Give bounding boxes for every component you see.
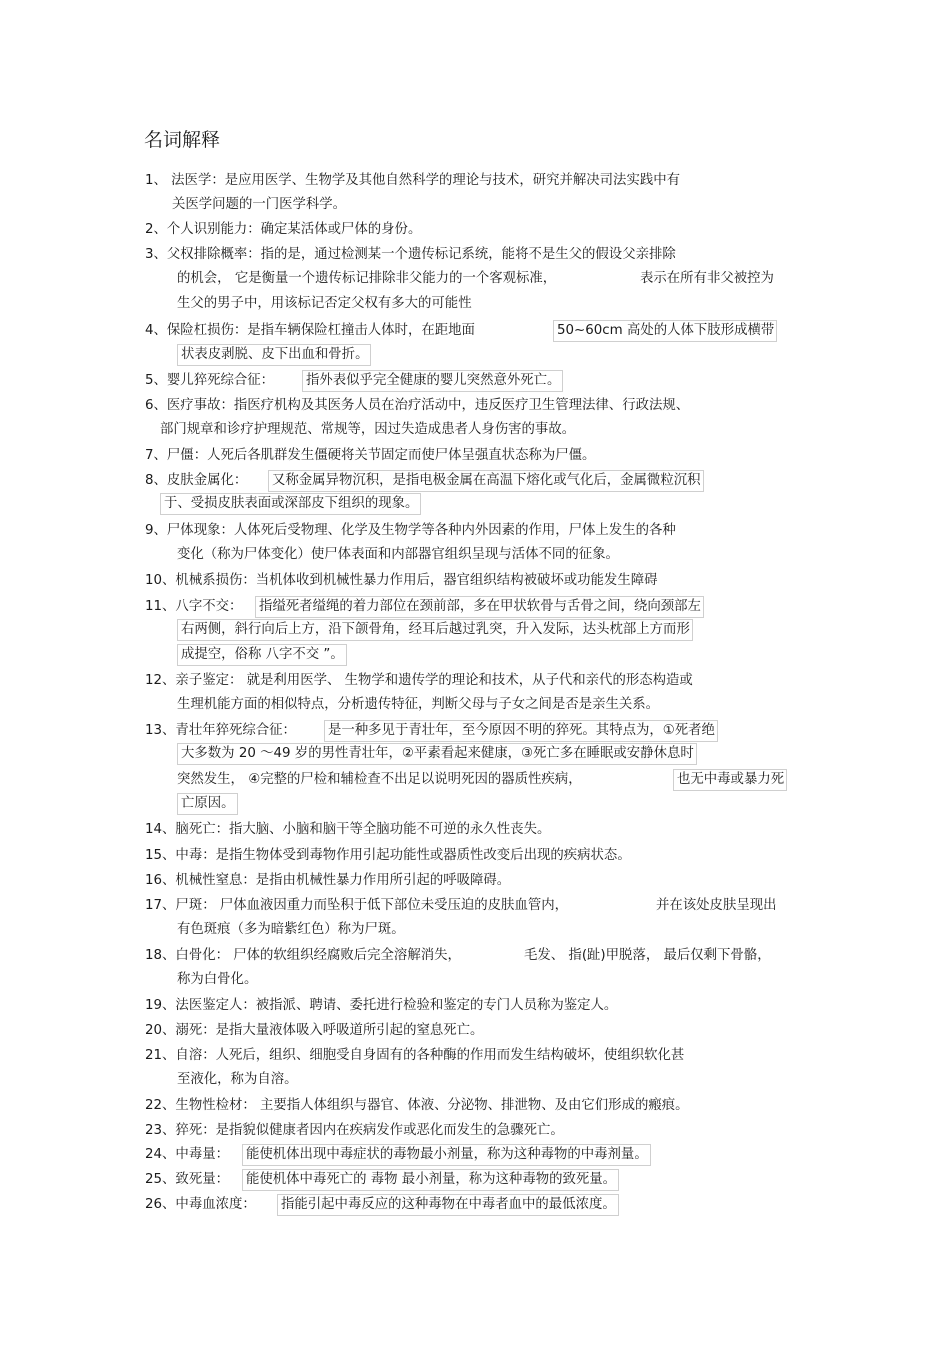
text-line: 指外表似乎完全健康的婴儿突然意外死亡。 — [302, 370, 563, 392]
text-line: 15、中毒：是指生物体受到毒物作用引起功能性或器质性改变后出现的疾病状态。 — [145, 848, 631, 863]
text-line: 12、亲子鉴定： 就是利用医学、 生物学和遗传学的理论和技术，从子代和亲代的形态构造或 — [145, 673, 693, 688]
text-line: 又称金属异物沉积，是指电极金属在高温下熔化或气化后，金属微粒沉积 — [268, 470, 704, 492]
text-line: 10、机械系损伤：当机体收到机械性暴力作用后，器官组织结构被破坏或功能发生障碍 — [145, 573, 658, 588]
text-line: 是一种多见于青壮年，至今原因不明的猝死。其特点为，①死者绝 — [324, 720, 718, 742]
text-line: 21、自溶：人死后，组织、细胞受自身固有的各种酶的作用而发生结构破坏，使组织软化甚 — [145, 1048, 685, 1063]
text-line: 4、保险杠损伤：是指车辆保险杠撞击人体时，在距地面 — [145, 323, 475, 338]
text-line: 7、尸僵：人死后各肌群发生僵硬将关节固定而使尸体呈强直状态称为尸僵。 — [145, 448, 596, 463]
text-line: 5、婴儿猝死综合征： — [145, 373, 275, 388]
text-line: 能使机体出现中毒症状的毒物最小剂量，称为这种毒物的中毒剂量。 — [242, 1144, 651, 1166]
text-line: 8、皮肤金属化： — [145, 473, 248, 488]
text-line: 状表皮剥脱、皮下出血和骨折。 — [177, 344, 371, 366]
text-line: 亡原因。 — [177, 793, 238, 815]
text-line: 11、八字不交： — [145, 599, 243, 614]
text-line: 表示在所有非父被控为 — [640, 271, 774, 286]
text-line: 23、猝死：是指貌似健康者因内在疾病发作或恶化而发生的急骤死亡。 — [145, 1123, 564, 1138]
text-line: 50~60cm 高处的人体下肢形成横带 — [553, 320, 777, 342]
text-line: 14、脑死亡：指大脑、小脑和脑干等全脑功能不可逆的永久性丧失。 — [145, 822, 551, 837]
text-line: 称为白骨化。 — [177, 972, 258, 987]
text-line: 的机会， 它是衡量一个遗传标记排除非父能力的一个客观标准， — [177, 271, 557, 286]
page-title: 名词解释 — [144, 129, 221, 151]
text-line: 3、父权排除概率：指的是，通过检测某一个遗传标记系统，能将不是生父的假设父亲排除 — [145, 247, 676, 262]
text-line: 并在该处皮肤呈现出 — [656, 898, 777, 913]
text-line: 能使机体中毒死亡的 毒物 最小剂量，称为这种毒物的致死量。 — [242, 1169, 619, 1191]
text-line: 13、青壮年猝死综合征： — [145, 723, 296, 738]
text-line: 18、白骨化： 尸体的软组织经腐败后完全溶解消失， — [145, 948, 461, 963]
text-line: 于、受损皮肤表面或深部皮下组织的现象。 — [160, 493, 421, 515]
text-line: 17、尸斑： 尸体血液因重力而坠积于低下部位未受压迫的皮肤血管内， — [145, 898, 569, 913]
text-line: 变化（称为尸体变化）使尸体表面和内部器官组织呈现与活体不同的征象。 — [177, 547, 619, 562]
text-line: 25、致死量： — [145, 1172, 229, 1187]
text-line: 大多数为 20 ～49 岁的男性青壮年，②平素看起来健康，③死亡多在睡眠或安静休息时 — [177, 743, 697, 765]
text-line: 6、医疗事故：指医疗机构及其医务人员在治疗活动中，违反医疗卫生管理法律、行政法规、 — [145, 398, 690, 413]
text-line: 2、个人识别能力：确定某活体或尸体的身份。 — [145, 222, 422, 237]
text-line: 26、中毒血浓度： — [145, 1197, 256, 1212]
text-line: 9、尸体现象：人体死后受物理、化学及生物学等各种内外因素的作用，尸体上发生的各种 — [145, 523, 676, 538]
text-line: 生理机能方面的相似特点，分析遗传特征，判断父母与子女之间是否是亲生关系。 — [177, 697, 660, 712]
text-line: 指能引起中毒反应的这种毒物在中毒者血中的最低浓度。 — [277, 1194, 619, 1216]
text-line: 1、 法医学：是应用医学、生物学及其他自然科学的理论与技术，研究并解决司法实践中有 — [145, 173, 681, 188]
text-line: 22、生物性检材： 主要指人体组织与器官、体液、分泌物、排泄物、及由它们形成的瘢痕。 — [145, 1098, 689, 1113]
text-line: 毛发、 指(趾)甲脱落， 最后仅剩下骨骼， — [524, 948, 771, 963]
text-line: 24、中毒量： — [145, 1147, 229, 1162]
text-line: 指缢死者缢绳的着力部位在颈前部，多在甲状软骨与舌骨之间，绕向颈部左 — [255, 596, 704, 618]
text-line: 突然发生， ④完整的尸检和辅检查不出足以说明死因的器质性疾病， — [177, 772, 582, 787]
text-line: 20、溺死：是指大量液体吸入呼吸道所引起的窒息死亡。 — [145, 1023, 484, 1038]
text-line: 右两侧，斜行向后上方，沿下颌骨角，经耳后越过乳突，升入发际，达头枕部上方而形 — [177, 619, 693, 641]
text-line: 部门规章和诊疗护理规范、常规等，因过失造成患者人身伤害的事故。 — [160, 422, 576, 437]
text-line: 也无中毒或暴力死 — [673, 769, 787, 791]
text-line: 成提空，俗称 八字不交 ”。 — [177, 644, 347, 666]
text-line: 至液化，称为自溶。 — [177, 1072, 298, 1087]
text-line: 有色斑痕（多为暗紫红色）称为尸斑。 — [177, 922, 405, 937]
text-line: 16、机械性窒息：是指由机械性暴力作用所引起的呼吸障碍。 — [145, 873, 511, 888]
text-line: 关医学问题的一门医学科学。 — [172, 197, 347, 212]
text-line: 19、法医鉴定人：被指派、聘请、委托进行检验和鉴定的专门人员称为鉴定人。 — [145, 998, 618, 1013]
text-line: 生父的男子中，用该标记否定父权有多大的可能性 — [177, 296, 472, 311]
